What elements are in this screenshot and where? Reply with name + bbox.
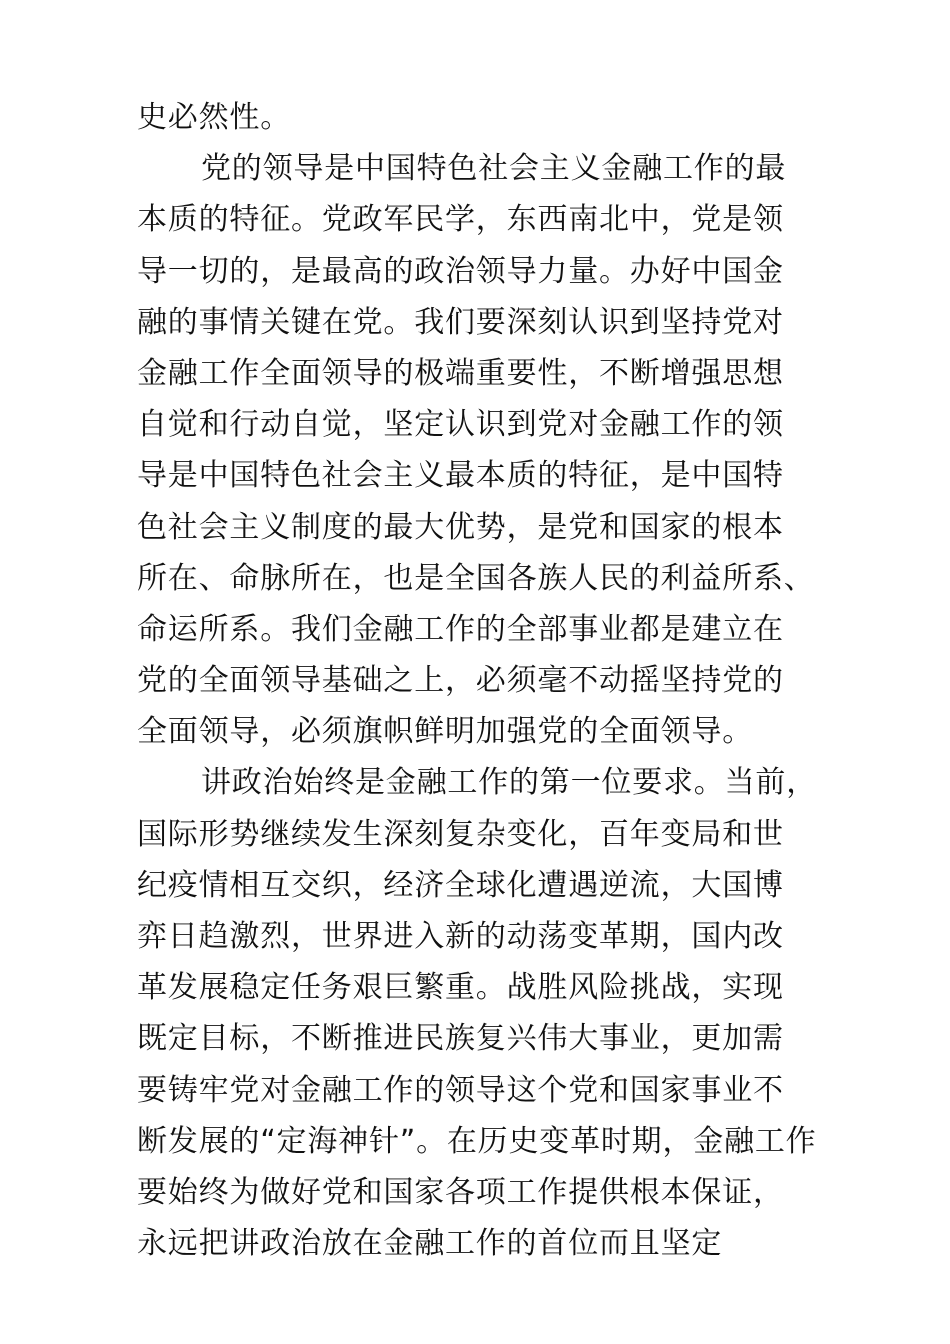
text-line: 所在、命脉所在，也是全国各族人民的利益所系、 <box>137 560 815 596</box>
text-line: 断发展的“定海神针”。在历史变革时期，金融工作 <box>137 1123 817 1159</box>
text-line: 全面领导，必须旗帜鲜明加强党的全面领导。 <box>137 714 753 750</box>
text-line: 本质的特征。党政军民学，东西南北中，党是领 <box>137 202 784 238</box>
text-line: 弈日趋激烈，世界进入新的动荡变革期，国内改 <box>137 919 784 954</box>
text-line: 要始终为做好党和国家各项工作提供根本保证， <box>137 1174 784 1210</box>
text-line: 命运所系。我们金融工作的全部事业都是建立在 <box>137 611 784 647</box>
text-line: 永远把讲政治放在金融工作的首位而且坚定 <box>137 1226 723 1262</box>
text-line: 国际形势继续发生深刻复杂变化，百年变局和世 <box>137 816 784 852</box>
text-line: 自觉和行动自觉，坚定认识到党对金融工作的领 <box>137 407 784 443</box>
text-line: 导一切的，是最高的政治领导力量。办好中国金 <box>137 253 784 289</box>
text-line: 要铸牢党对金融工作的领导这个党和国家事业不 <box>137 1072 784 1108</box>
document-body <box>137 92 837 1269</box>
text-line: 党的领导是中国特色社会主义金融工作的最 <box>201 151 787 187</box>
text-line: 色社会主义制度的最大优势，是党和国家的根本 <box>137 509 784 545</box>
text-line: 融的事情关键在党。我们要深刻认识到坚持党对 <box>137 304 784 340</box>
text-line: 史必然性。 <box>137 100 291 135</box>
text-line: 既定目标，不断推进民族复兴伟大事业，更加需 <box>137 1021 784 1057</box>
text-line: 纪疫情相互交织，经济全球化遭遇逆流，大国博 <box>137 867 784 903</box>
text-line: 党的全面领导基础之上，必须毫不动摇坚持党的 <box>137 663 784 699</box>
text-line: 讲政治始终是金融工作的第一位要求。当前， <box>201 765 817 801</box>
text-line: 导是中国特色社会主义最本质的特征，是中国特 <box>137 458 784 494</box>
text-line: 金融工作全面领导的极端重要性，不断增强思想 <box>137 355 784 391</box>
text-line: 革发展稳定任务艰巨繁重。战胜风险挑战，实现 <box>137 970 784 1006</box>
